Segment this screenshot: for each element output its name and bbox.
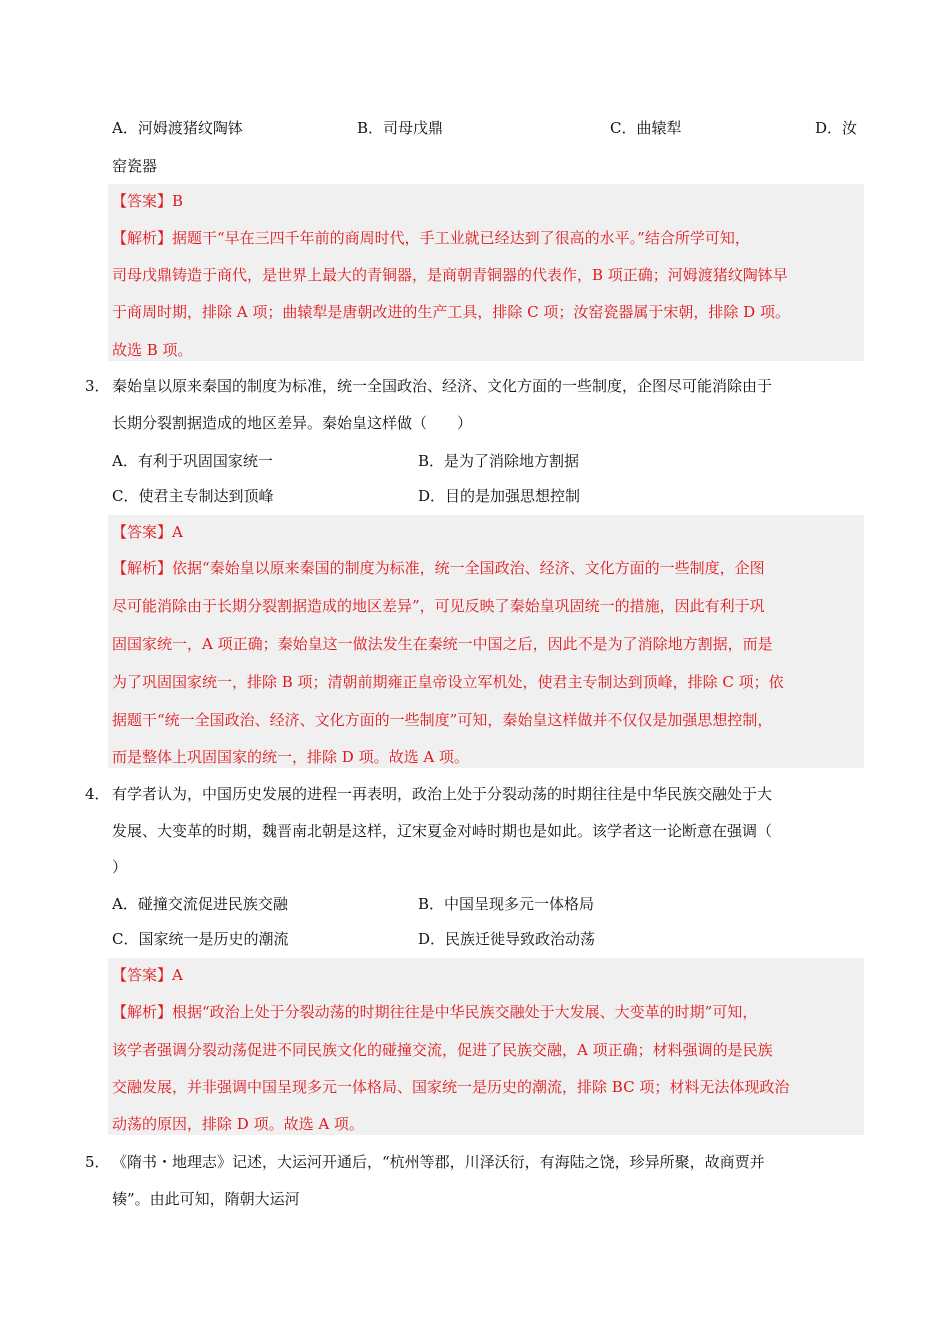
q4-analysis-line: 【解析】根据“政治上处于分裂动荡的时期往往是中华民族交融处于大发展、大变革的时期”可知， [112,1003,758,1021]
q3-analysis-line: 固国家统一，A 项正确；秦始皇这一做法发生在秦统一中国之后，因此不是为了消除地方割据，而是 [112,635,773,653]
q5-stem-line: 《隋书・地理志》记述，大运河开通后，“杭州等郡，川泽沃衍，有海陆之饶，珍异所聚，故商贾并 [112,1153,765,1171]
q4-stem-line: 有学者认为，中国历史发展的进程一再表明，政治上处于分裂动荡的时期往往是中华民族交融处于大 [112,785,773,803]
q2-analysis-line: 【解析】据题干“早在三四千年前的商周时代，手工业就已经达到了很高的水平。”结合所学可知， [112,229,750,247]
q2-analysis-line: 于商周时期，排除 A 项；曲辕犁是唐朝改进的生产工具，排除 C 项；汝窑瓷器属于宋朝，排除 D 项。 [112,303,790,321]
q2-option-c: C．曲辕犁 [610,119,682,137]
q4-number: 4． [85,785,110,803]
q3-answer: 【答案】A [112,523,183,541]
q3-number: 3． [85,377,110,395]
q4-option-a: A．碰撞交流促进民族交融 [112,895,288,913]
q3-option-a: A．有利于巩固国家统一 [112,452,273,470]
q3-analysis-line: 为了巩固国家统一，排除 B 项；清朝前期雍正皇帝设立军机处，使君主专制达到顶峰，排除 C 项；依 [112,673,784,691]
q2-analysis-line: 司母戊鼎铸造于商代，是世界上最大的青铜器，是商朝青铜器的代表作，B 项正确；河姆渡猪纹陶钵早 [112,266,788,284]
q2-answer: 【答案】B [112,192,184,210]
q2-option-d: D．汝 [815,119,858,137]
q4-analysis-line: 该学者强调分裂动荡促进不同民族文化的碰撞交流，促进了民族交融，A 项正确；材料强调的是民族 [112,1041,773,1059]
q2-option-d-continued: 窑瓷器 [112,157,158,175]
q3-option-d: D．目的是加强思想控制 [418,487,581,505]
q3-stem-line: 秦始皇以原来秦国的制度为标准，统一全国政治、经济、文化方面的一些制度，企图尽可能消除由于 [112,377,773,395]
q2-option-b: B．司母戊鼎 [357,119,444,137]
q3-option-b: B．是为了消除地方割据 [418,452,580,470]
q4-analysis-line: 动荡的原因，排除 D 项。故选 A 项。 [112,1115,364,1133]
q4-option-b: B．中国呈现多元一体格局 [418,895,595,913]
q3-analysis-line: 【解析】依据“秦始皇以原来秦国的制度为标准，统一全国政治、经济、文化方面的一些制度，企图 [112,559,765,577]
q3-analysis-line: 而是整体上巩固国家的统一，排除 D 项。故选 A 项。 [112,748,469,766]
q4-stem-line: 发展、大变革的时期，魏晋南北朝是这样，辽宋夏金对峙时期也是如此。该学者这一论断意在强调（ [112,822,773,840]
q4-option-c: C．国家统一是历史的潮流 [112,930,289,948]
q2-analysis-line: 故选 B 项。 [112,341,193,359]
q4-stem-line: ） [112,858,128,876]
q4-answer: 【答案】A [112,966,183,984]
q5-stem-line: 辏”。由此可知，隋朝大运河 [112,1190,300,1208]
q3-analysis-line: 尽可能消除由于长期分裂割据造成的地区差异”，可见反映了秦始皇巩固统一的措施，因此有利于巩 [112,597,765,615]
q2-option-a: A．河姆渡猪纹陶钵 [112,119,243,137]
q3-option-c: C．使君主专制达到顶峰 [112,487,274,505]
q4-option-d: D．民族迁徙导致政治动荡 [418,930,596,948]
q5-number: 5． [85,1153,110,1171]
q3-analysis-line: 据题干“统一全国政治、经济、文化方面的一些制度”可知，秦始皇这样做并不仅仅是加强思想控制， [112,711,773,729]
q4-analysis-line: 交融发展，并非强调中国呈现多元一体格局、国家统一是历史的潮流，排除 BC 项；材料无法体现政治 [112,1078,790,1096]
q3-stem-line: 长期分裂割据造成的地区差异。秦始皇这样做（ ） [112,414,473,432]
